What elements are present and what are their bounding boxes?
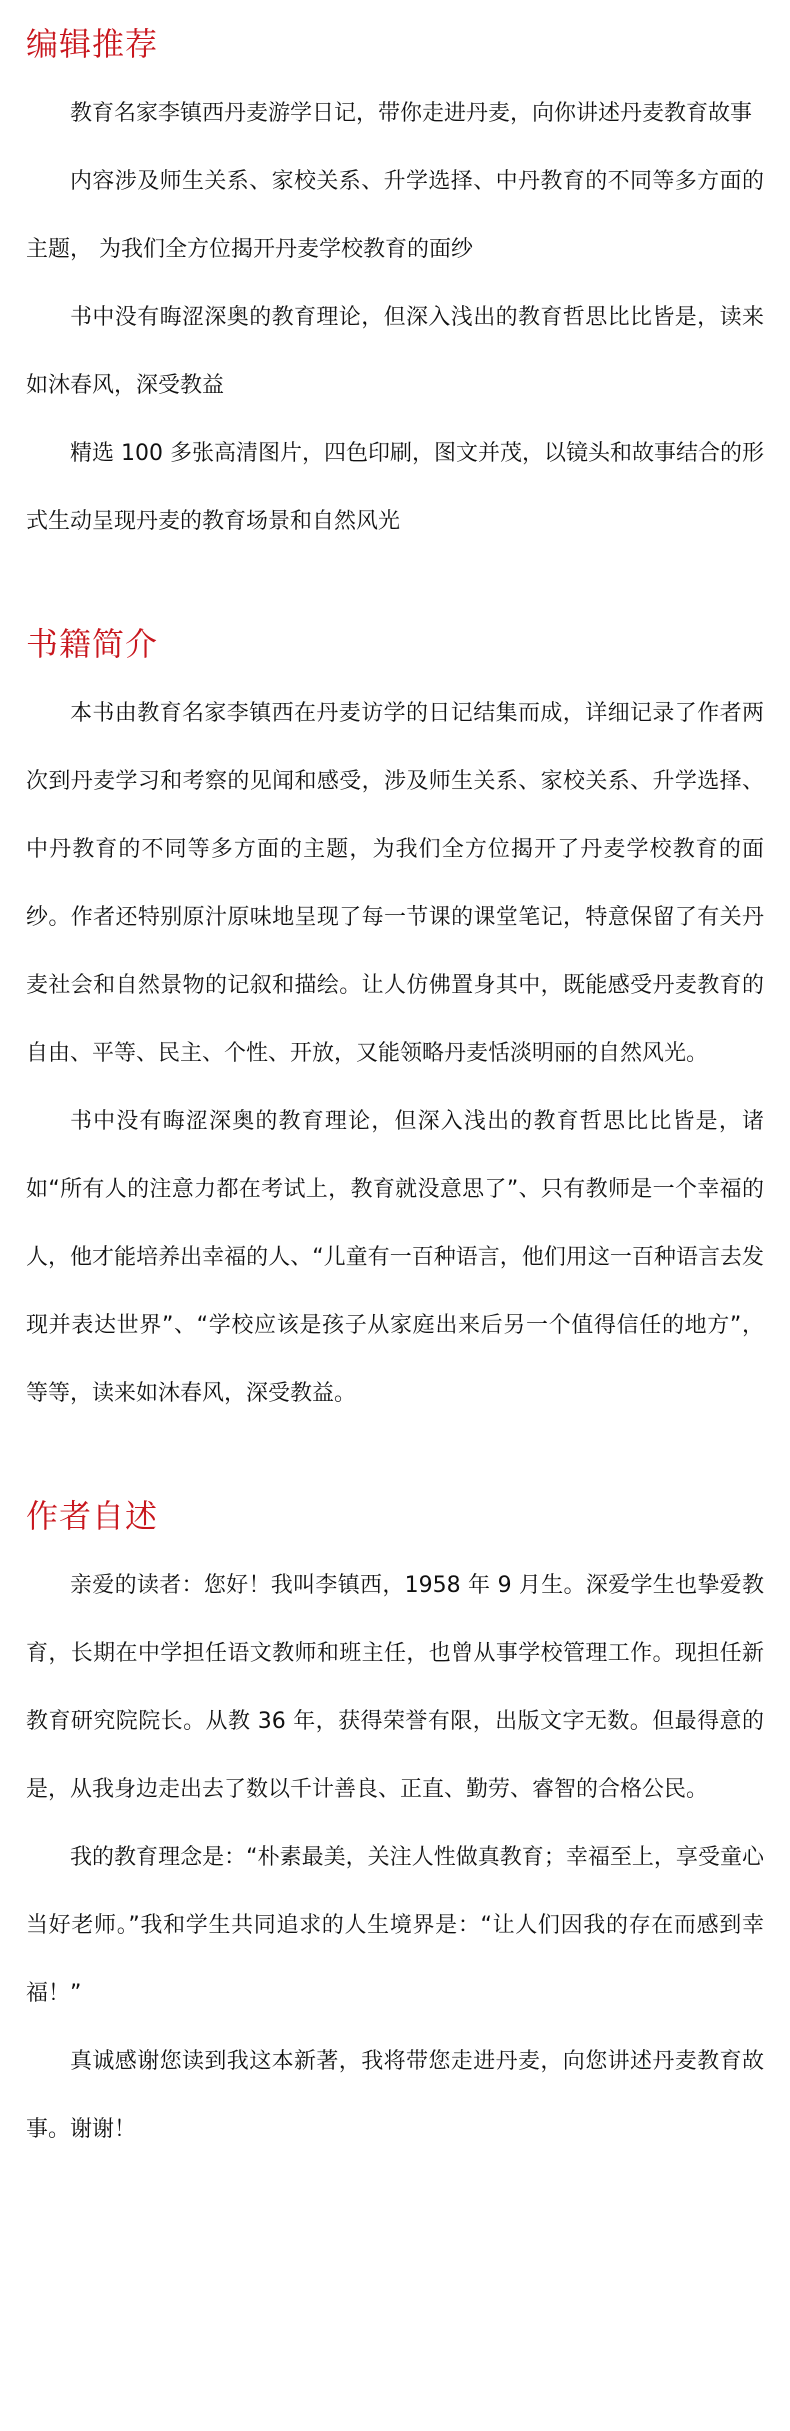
paragraph: 教育名家李镇西丹麦游学日记，带你走进丹麦，向你讲述丹麦教育故事 [70, 101, 753, 126]
paragraph: 书中没有晦涩深奥的教育理论，但深入浅出的教育哲思比比皆是，读来如沐春风，深受教益 [26, 305, 764, 398]
section-heading: 作者自述 [26, 1497, 159, 1535]
paragraph: 内容涉及师生关系、家校关系、升学选择、中丹教育的不同等多方面的主题， 为我们全方位揭开丹麦学校教育的面纱 [26, 169, 764, 262]
paragraph: 我的教育理念是：“朴素最美，关注人性做真教育；幸福至上，享受童心当好老师。”我和学生共同追求的人生境界是：“让人们因我的存在而感到幸福！” [26, 1845, 764, 2006]
section-heading: 编辑推荐 [26, 25, 159, 63]
paragraph: 亲爱的读者：您好！我叫李镇西，1958 年 9 月生。深爱学生也挚爱教育，长期在中学担任语文教师和班主任，也曾从事学校管理工作。现担任新教育研究院院长。从教 36 年，获得荣誉有限，出版文字无数。但最得意的是，从我身边走出去了数以千计善良、正直、勤劳、睿智的合格公民。 [26, 1573, 764, 1802]
section-editor-recommendation [26, 22, 764, 556]
paragraph: 精选 100 多张高清图片，四色印刷，图文并茂，以镜头和故事结合的形式生动呈现丹麦的教育场景和自然风光 [26, 441, 764, 534]
section-author-statement [26, 1494, 764, 2164]
section-book-summary [26, 622, 764, 1428]
paragraph: 书中没有晦涩深奥的教育理论，但深入浅出的教育哲思比比皆是，诸如“所有人的注意力都在考试上，教育就没意思了”、只有教师是一个幸福的人，他才能培养出幸福的人、“儿童有一百种语言，他们用这一百种语言去发现并表达世界”、“学校应该是孩子从家庭出来后另一个值得信任的地方”，等等，读来如沐春风，深受教益。 [26, 1109, 764, 1406]
paragraph: 本书由教育名家李镇西在丹麦访学的日记结集而成，详细记录了作者两次到丹麦学习和考察的见闻和感受，涉及师生关系、家校关系、升学选择、中丹教育的不同等多方面的主题，为我们全方位揭开了丹麦学校教育的面纱。作者还特别原汁原味地呈现了每一节课的课堂笔记，特意保留了有关丹麦社会和自然景物的记叙和描绘。让人仿佛置身其中，既能感受丹麦教育的自由、平等、民主、个性、开放，又能领略丹麦恬淡明丽的自然风光。 [26, 701, 764, 1066]
paragraph: 真诚感谢您读到我这本新著，我将带您走进丹麦，向您讲述丹麦教育故事。谢谢！ [26, 2049, 764, 2142]
section-heading: 书籍简介 [26, 625, 159, 663]
